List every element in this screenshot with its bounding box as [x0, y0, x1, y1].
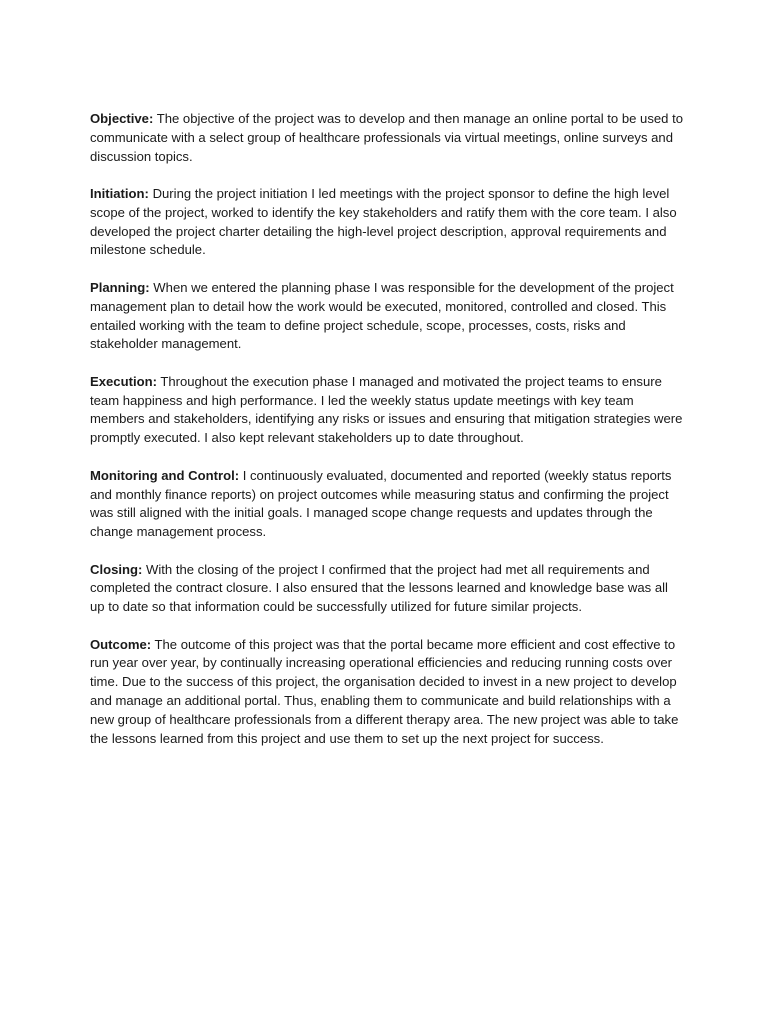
section-execution [90, 373, 686, 448]
section-text: The objective of the project was to develop and then manage an online portal to be used to communicate with a select group of healthcare professionals via virtual meetings, online surveys and discussion topics. [90, 111, 684, 164]
section-heading: Objective: [90, 111, 154, 126]
section-initiation [90, 185, 686, 260]
section-objective [90, 110, 686, 166]
section-text: During the project initiation I led meetings with the project sponsor to define the high level scope of the project, worked to identify the key stakeholders and ratify them with the core team. I also developed the project charter detailing the high-level project description, approval requirements and milestone schedule. [90, 186, 677, 258]
section-closing [90, 561, 686, 617]
section-heading: Closing: [90, 561, 143, 577]
section-text: The outcome of this project was that the portal became more efficient and cost effective to run year over year, by continually increasing operational efficiencies and reducing running costs over time. Due to the success of this project, the organisation decided to invest in a new project to develop and manage an additional portal. Thus, enabling them to communicate and build relationships with a new group of healthcare professionals from a different therapy area. The new project was able to take the lessons learned from this project and use them to set up the next project for success. [90, 636, 679, 746]
section-heading: Monitoring and Control: [90, 467, 240, 483]
section-text: With the closing of the project I confirmed that the project had met all requirements and completed the contract closure. I also ensured that the lessons learned and knowledge base was all up to date so that information could be successfully utilized for future similar projects. [90, 561, 668, 615]
section-heading: Planning: [90, 279, 150, 295]
section-heading: Execution: [90, 373, 157, 389]
document-page [90, 110, 686, 767]
section-heading: Initiation: [90, 186, 149, 202]
section-monitoring-and-control [90, 467, 686, 542]
section-heading: Outcome: [90, 636, 152, 652]
section-text: When we entered the planning phase I was responsible for the development of the project management plan to detail how the work would be executed, monitored, controlled and closed. This entailed working with the team to define project schedule, scope, processes, costs, risks and stakeholder management. [90, 279, 674, 352]
section-text: Throughout the execution phase I managed and motivated the project teams to ensure team happiness and high performance. I led the weekly status update meetings with key team members and stakeholders, identifying any risks or issues and ensuring that mitigation strategies were promptly executed. I also kept relevant stakeholders up to date throughout. [90, 373, 683, 446]
section-planning [90, 279, 686, 354]
section-text: I continuously evaluated, documented and reported (weekly status reports and monthly finance reports) on project outcomes while measuring status and confirming the project was still aligned with the initial goals. I managed scope change requests and updates through the change management process. [90, 467, 672, 540]
section-outcome [90, 636, 686, 749]
